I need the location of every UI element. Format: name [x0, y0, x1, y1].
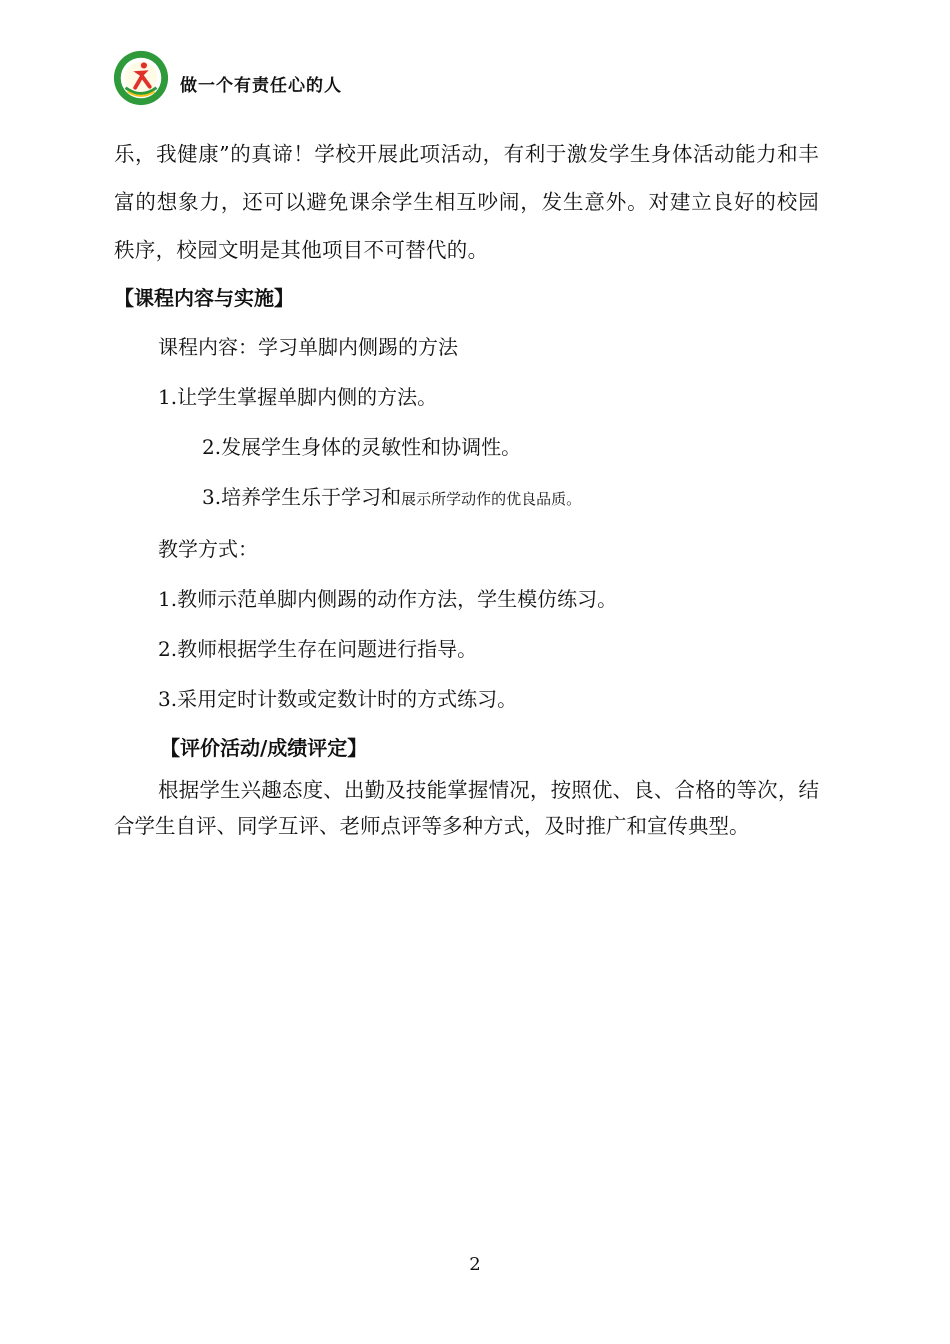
goal-item-3: [114, 472, 819, 524]
page-header: [112, 48, 342, 108]
evaluation-paragraph: 根据学生兴趣态度、出勤及技能掌握情况，按照优、良、合格的等次，结合学生自评、同学互评、老师点评等多种方式，及时推广和宣传典型。: [114, 778, 819, 838]
goal-item-2: 2.发展学生身体的灵敏性和协调性。: [202, 435, 522, 459]
goal-item-3-small: 展示所学动作的优良品质。: [401, 490, 582, 508]
goal-item-1: 1.让学生掌握单脚内侧的方法。: [158, 385, 438, 409]
school-motto: 做一个有责任心的人: [180, 75, 342, 96]
course-content-line: 课程内容：学习单脚内侧踢的方法: [158, 335, 458, 359]
intro-paragraph: 乐，我健康”的真谛！学校开展此项活动，有利于激发学生身体活动能力和丰富的想象力，还可以避免课余学生相互吵闹，发生意外。对建立良好的校园秩序，校园文明是其他项目不可替代的。: [114, 142, 819, 262]
method-item-3: 3.采用定时计数或定数计时的方式练习。: [158, 687, 518, 711]
method-item-2: 2.教师根据学生存在问题进行指导。: [158, 637, 478, 661]
document-body: [114, 130, 819, 844]
method-item-1: 1.教师示范单脚内侧踢的动作方法，学生模仿练习。: [158, 587, 618, 611]
teaching-method-title: 教学方式：: [158, 537, 258, 561]
section-heading-evaluation: 【评价活动/成绩评定】: [160, 736, 368, 760]
page-number: 2: [469, 1254, 481, 1275]
section-heading-course: 【课程内容与实施】: [114, 286, 294, 310]
goal-item-3-main: 3.培养学生乐于学习和: [202, 485, 402, 509]
school-logo-icon: [112, 49, 170, 107]
